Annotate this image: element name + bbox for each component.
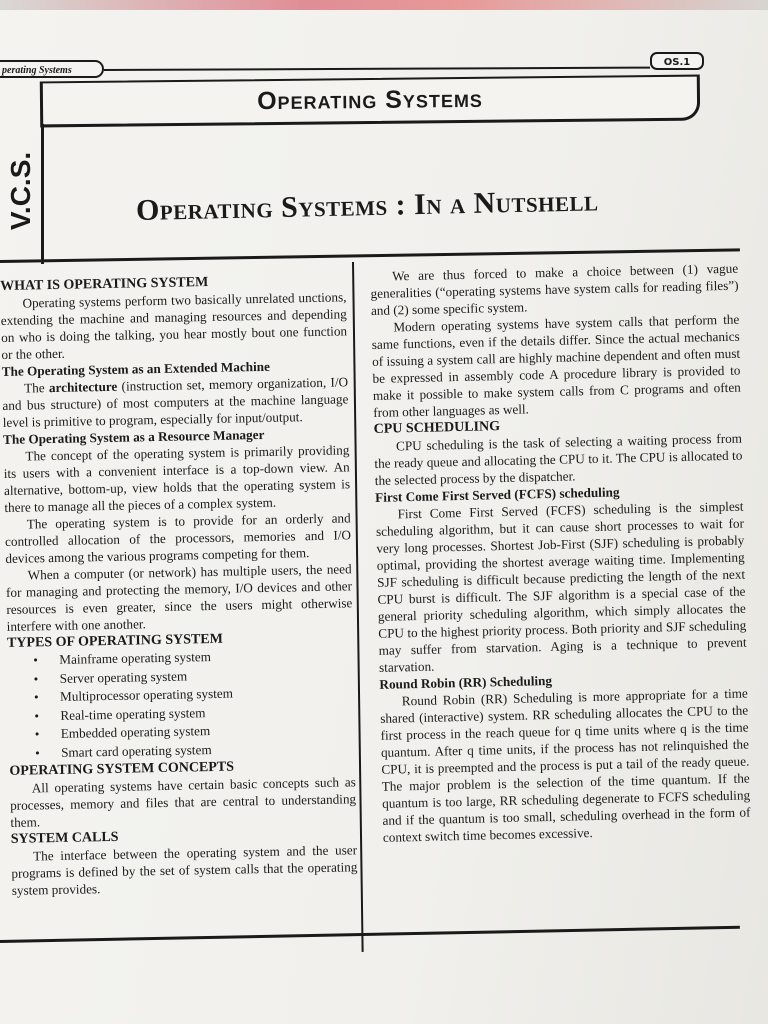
section-banner: [40, 75, 700, 128]
left-column: [0, 271, 358, 899]
paragraph-cpu-scheduling: CPU scheduling is the task of selecting a waiting process from the ready queue and allocating the CPU to it. The CPU is allocated to the selected process by the dispatcher.: [374, 430, 743, 488]
list-item: • Smart card operating system: [61, 738, 355, 762]
heading-fcfs: First Come First Served (FCFS) scheduling: [375, 484, 620, 505]
types-list: [7, 645, 355, 763]
paragraph-what-is-os: Operating systems perform two basically unrelated unctions, extending the machine and managing resources and depending on who is doing the talking, you hear mostly bout one function or the other.: [0, 289, 348, 362]
heading-types: TYPES OF OPERATING SYSTEM: [6, 631, 223, 651]
paragraph-forced-choice: We are thus forced to make a choice between (1) vague generalities (“operating systems have system calls for reading files”) and (2) some specific system.: [370, 260, 739, 318]
paragraph-resource-2: The operating system is to provide for an orderly and controlled allocation of the processors, memories and I/O devices among the various programs competing for them.: [4, 510, 352, 566]
paragraph-resource-1: The concept of the operating system is primarily providing its users with a convenient interface is a top-down view. An alternative, bottom-up, view holds that the operating system is there to manage all the pieces of a complex system.: [3, 442, 351, 515]
chapter-title: Operating Systems : In a Nutshell: [135, 184, 599, 227]
ext-rest-text: (instruction set, memory organization, I/O and bus structure) of most computers at the machine language level is primitive to program, especially for input/output.: [2, 374, 349, 430]
banner-title: Operating Systems: [256, 84, 484, 116]
heading-resource-manager: The Operating System as a Resource Manager: [2, 426, 265, 447]
bottom-rule: [0, 926, 740, 943]
paragraph-extended-machine: [2, 373, 349, 431]
heading-extended-machine: The Operating System as an Extended Machine: [1, 358, 271, 379]
side-label: V.C.S.: [5, 151, 36, 231]
heading-what-is-os: WHAT IS OPERATING SYSTEM: [0, 275, 209, 294]
title-rule: [0, 248, 740, 263]
paragraph-concepts: All operating systems have certain basic concepts such as processes, memory and files that are central to understanding them.: [9, 774, 357, 830]
heading-system-calls: SYSTEM CALLS: [10, 829, 119, 847]
list-item: • Real-time operating system: [60, 701, 354, 725]
paragraph-resource-3: When a computer (or network) has multiple users, the need for managing and protecting the memory, I/O devices and other resources is even greater, since the users might otherwise interfere with one another.: [5, 561, 353, 634]
heading-concepts: OPERATING SYSTEM CONCEPTS: [9, 759, 235, 779]
running-title: perating Systems: [0, 60, 104, 78]
page-top-edge: [0, 0, 768, 10]
header-rule: [104, 67, 650, 71]
list-item: • Embedded operating system: [61, 719, 355, 743]
list-item: • Multiprocessor operating system: [60, 682, 354, 706]
heading-cpu-scheduling: CPU SCHEDULING: [373, 419, 501, 437]
list-item: • Mainframe operating system: [59, 645, 353, 669]
list-item: • Server operating system: [60, 664, 354, 688]
ext-lead-text: The: [23, 380, 45, 396]
paragraph-fcfs: First Come First Served (FCFS) scheduling is the simplest scheduling algorithm, but it can cause short processes to wait for very long processes. Shortest Job-First (SJF) scheduling is probably optimal, providing the shortest average waiting time. Implementing SJF scheduling is difficult because predicting the length of the next CPU burst is difficult. The SJF algorithm is a special case of the general priority scheduling algorithm, which simply allocates the CPU to the highest priority process. Both priority and SJF scheduling may suffer from starvation. Aging is a technique to prevent starvation.: [375, 498, 747, 675]
paragraph-round-robin: Round Robin (RR) Scheduling is more appropriate for a time shared (interactive) system. RR scheduling allocates the CPU to the first process in the reach queue for q time units where q is the time quantum. After q time units, if the process has not relinquished the CPU, it is preempted and the process is put a tail of the ready queue. The major problem is the selection of the time quantum. If the quantum is too large, RR scheduling degenerate to FCFS scheduling and if the quantum is too small, scheduling overhead in the form of context switch time becomes excessive.: [380, 685, 751, 845]
right-column: [370, 260, 751, 846]
term-architecture: architecture: [48, 378, 118, 396]
paragraph-modern-os: Modern operating systems have system calls that perform the same functions, even if the details differ. Since the actual mechanics of issuing a system call are highly machine dependent and often must be expressed in assembly code A procedure library is provided to make it possible to make system calls from C programs and often from other languages as well.: [371, 311, 741, 420]
heading-round-robin: Round Robin (RR) Scheduling: [379, 672, 553, 692]
paragraph-system-calls: The interface between the operating system and the user programs is defined by the set of system calls that the operating system provides.: [11, 842, 358, 898]
page-number: OS.1: [650, 52, 704, 70]
